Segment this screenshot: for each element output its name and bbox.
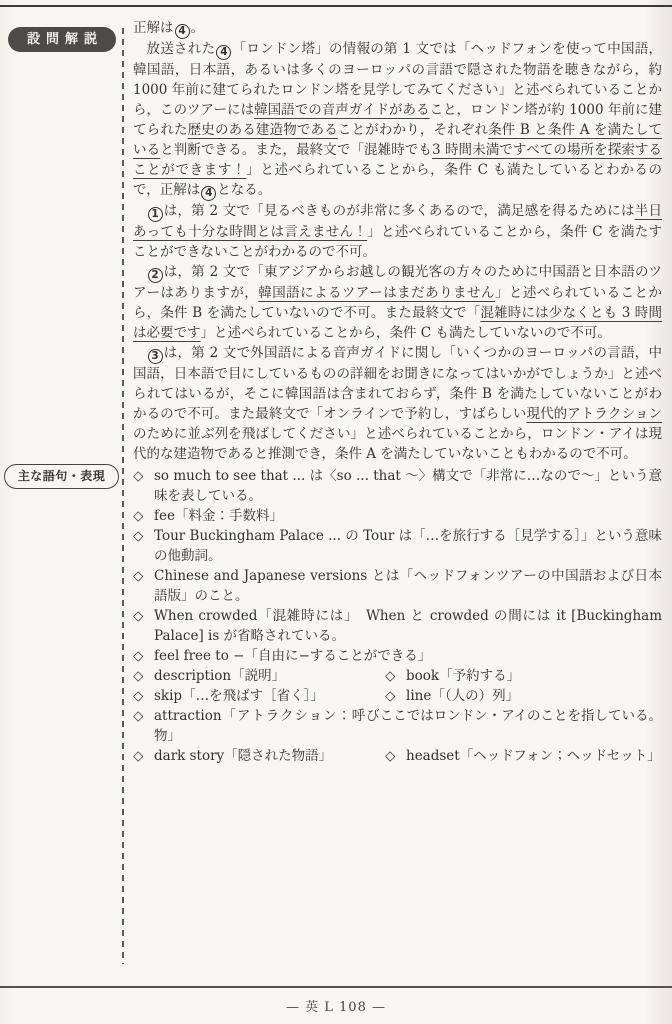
underlined-phrase: 韓国語での音声ガイドがある	[254, 102, 430, 118]
diamond-icon: ◇	[385, 668, 396, 684]
vocab-row-note	[133, 706, 662, 746]
explanation-paragraph	[133, 262, 662, 343]
vocab-item: ◇ book「予約する」	[385, 668, 521, 684]
vocab-item: ◇ Tour Buckingham Palace ... の Tour は「…を旅行する［見学する］」という意味の他動詞。	[133, 528, 662, 564]
text-run: 放送された	[146, 41, 216, 57]
circled-number-4: 4	[201, 186, 216, 201]
diamond-icon: ◇	[133, 668, 144, 684]
vocab-row-pair	[133, 746, 662, 766]
page-number: — 英 L 108 —	[286, 1000, 386, 1015]
underlined-phrase: 条件 B と条件 A を満たしている	[133, 122, 663, 158]
section-label-key-expressions: 主な語句・表現	[4, 464, 119, 489]
text-run: は，第 2 文で「東アジアからお越しの観光客の方々のために中国語と日本語のツアーはありますが，	[133, 264, 662, 301]
vocab-item: ◇ skip「…を飛ばす［省く］」	[133, 688, 324, 704]
underlined-phrase: 3 時間未満ですべての場所を探索することができます！	[133, 142, 662, 178]
vocab-item: ◇ line「（人の）列」	[385, 688, 520, 704]
vocab-item: ◇ feel free to −「自由に−することができる」	[133, 648, 432, 664]
vocab-item: ◇ When crowded「混雑時には」 When と crowded の間には it [Buckingham Palace] is が省略されている。	[133, 608, 662, 644]
vocab-row	[133, 606, 662, 646]
diamond-icon: ◇	[133, 508, 144, 524]
diamond-icon: ◇	[133, 748, 144, 764]
circled-number-4: 4	[216, 45, 231, 60]
vocab-item: ◇ dark story「隠された物語」	[133, 748, 333, 764]
text-run: 」と述べられていることから，条件 C も満たしているとわかるので，正解は	[133, 162, 663, 198]
text-run: のために並ぶ列を飛ばしてください」と述べられていることから，ロンドン・アイは現代的な建造物であると推測でき，条件 A を満たしていないこともわかるので不可。	[133, 426, 662, 462]
circled-number-4: 4	[175, 24, 190, 39]
underlined-phrase: 歴史のある建造物である	[187, 122, 338, 138]
vocab-row-pair	[133, 686, 662, 706]
vocab-row	[133, 466, 662, 506]
text-run: は，第 2 文で「見るべきものが非常に多くあるので，満足感を得るためには	[163, 203, 635, 219]
diamond-icon: ◇	[133, 608, 144, 624]
diamond-icon: ◇	[385, 688, 396, 704]
underlined-phrase: 韓国語によるツアーはまだありません	[258, 285, 495, 301]
vocab-row	[133, 526, 662, 566]
text-run: 」と述べられていることから，条件 B を満たしていないので不可。また最終文で「	[133, 285, 662, 321]
text-run: は，第 2 文で外国語による音声ガイドに関し「いくつかのヨーロッパの言語，中国語，日本語で目にしているものの詳細をお聞きになってはいかがでしょうか」と述べられてはいるが，そこに韓国語は含まれておらず，条件 B を満たしていないことがわかるので不可。また最終文で「オンラインで予約し，すばらしい	[133, 345, 662, 422]
diamond-icon: ◇	[133, 708, 144, 724]
text-run: 」と述べられていることから，条件 C も満たしていないので不可。	[200, 325, 611, 341]
section-label-question-explanation: 設問解説	[8, 27, 116, 52]
diamond-icon: ◇	[385, 748, 396, 764]
vocab-item: ◇ headset「ヘッドフォン；ヘッドセット」	[385, 748, 661, 764]
vocab-note: ここではロンドン・アイのことを指している。	[379, 708, 662, 724]
circled-number-3: 3	[148, 349, 163, 364]
text-run: ことがわかり，それぞれ	[337, 122, 489, 138]
vocab-row	[133, 646, 662, 666]
explanation-paragraph	[133, 39, 662, 201]
vocab-row	[133, 566, 662, 606]
text-run: 「ロンドン塔」の情報の第 1 文では「ヘッドフォンを使って中国語，韓国語，日本語，あるいは多くのヨーロッパの言語で隠された物語を聴きながら，約 1000 年前に建てられたロンドン塔を見学してみてください」と述べられていることから，このツアーには	[133, 41, 663, 118]
underlined-phrase: 混雑時には少なくとも 3 時間は必要です	[133, 305, 662, 341]
diamond-icon: ◇	[133, 468, 144, 484]
vocab-item: ◇ fee「料金：手数料」	[133, 508, 283, 524]
text-run: 正解は	[133, 20, 174, 36]
text-run: 」と述べられていることから，条件 C を満たすことができないことがわかるので不可。	[133, 224, 662, 260]
top-rule	[0, 5, 672, 7]
bottom-rule	[0, 986, 672, 988]
vocab-row-pair	[133, 666, 662, 686]
text-run: 。	[190, 20, 204, 36]
text-run: となる。	[217, 182, 272, 198]
diamond-icon: ◇	[133, 688, 144, 704]
vocab-item: ◇ description「説明」	[133, 668, 286, 684]
vocab-item: ◇ attraction「アトラクション：呼び物」	[133, 708, 380, 744]
explanation-paragraph	[133, 18, 662, 39]
explanation-paragraph	[133, 201, 662, 262]
kaisetsu-paragraphs	[133, 18, 662, 464]
text-run: こと，ロンドン塔が約 1000 年前に建てられた	[133, 102, 662, 138]
underlined-phrase: 半日あっても十分な時間とは言えません！	[133, 203, 662, 240]
diamond-icon: ◇	[133, 528, 144, 544]
explanation-paragraph	[133, 343, 662, 464]
dashed-divider	[122, 28, 124, 964]
vocab-list	[133, 466, 662, 766]
text-run: と判断できる。また，最終文で「混雑時でも	[160, 142, 432, 158]
vocab-row	[133, 506, 662, 526]
diamond-icon: ◇	[133, 568, 144, 584]
diamond-icon: ◇	[133, 648, 144, 664]
circled-number-2: 2	[148, 268, 163, 283]
vocab-item: ◇ Chinese and Japanese versions とは「ヘッドフォンツアーの中国語および日本語版」のこと。	[133, 568, 662, 604]
vocab-item: ◇ so much to see that ... は〈so ... that 〜〉構文で「非常に…なので〜」という意味を表している。	[133, 468, 662, 504]
circled-number-1: 1	[148, 207, 163, 222]
underlined-phrase: 現代的アトラクション	[526, 406, 662, 422]
